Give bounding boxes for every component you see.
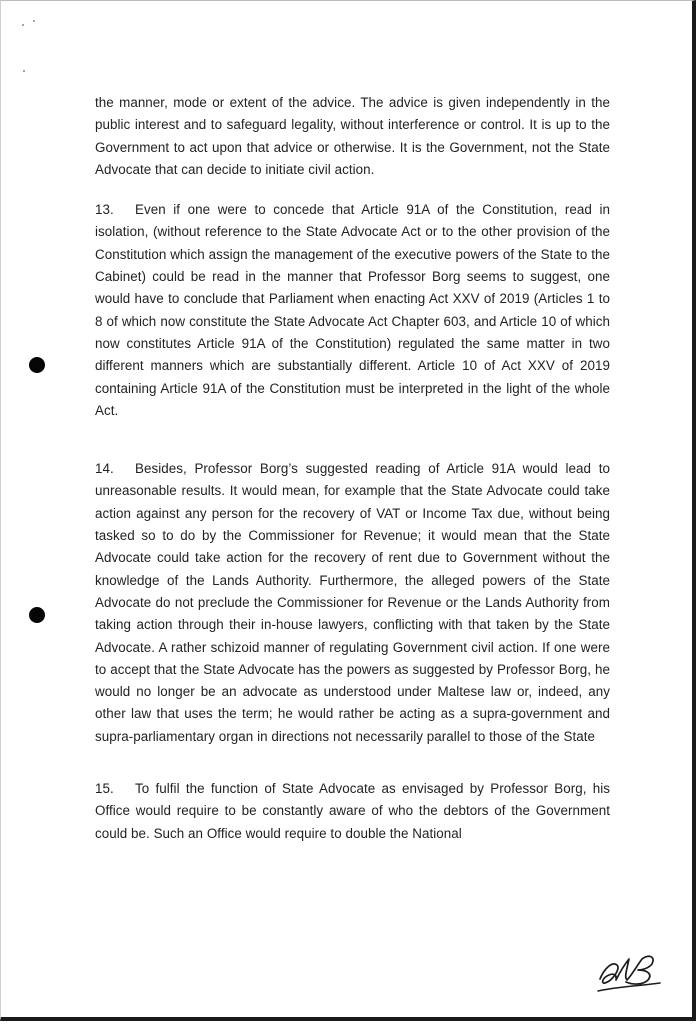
paragraph-number: 13. [95,202,114,218]
scan-speck [22,24,24,26]
handwritten-initials-signature [590,945,670,999]
paragraph-text: Even if one were to concede that Article 91A of the Constitution, read in isolation, (without reference to the State Advocate Act or to the other provision of the Constitution which assign the management of the executive powers of the State to the Cabinet) could be read in the manner that Professor Borg seems to suggest, one would have to conclude that Parliament when enacting Act XXV of 2019 (Articles 1 to 8 of which now constitute the State Advocate Act Chapter 603, and Article 10 of which now constitutes Article 91A of the Constitution) regulated the same matter in two different manners which are substantially different. Article 10 of Act XXV of 2019 containing Article 91A of the Constitution must be interpreted in the light of the whole Act. [95,202,610,418]
paragraph-number: 14. [95,461,114,477]
scan-speck [23,70,25,72]
paragraph-number: 15. [95,781,114,797]
paragraph-text: the manner, mode or extent of the advice. The advice is given independently in the public interest and to safeguard legality, without interference or control. It is up to the Government to act upon that advice or otherwise. It is the Government, not the State Advocate that can decide to initiate civil action. [95,95,610,177]
punch-hole [29,357,45,373]
paragraph-14 [95,458,610,748]
paragraph-15 [95,778,610,845]
punch-hole [29,607,45,623]
paragraph-13 [95,199,610,422]
paragraph-continuation [95,92,610,181]
document-body [95,92,610,845]
paragraph-text: Besides, Professor Borg’s suggested reading of Article 91A would lead to unreasonable results. It would mean, for example that the State Advocate could take action against any person for the recovery of VAT or Income Tax due, without being tasked so to do by the Commissioner for Revenue; it would mean that the State Advocate could take action for the recovery of rent due to Government without the knowledge of the Lands Authority. Furthermore, the alleged powers of the State Advocate do not preclude the Commissioner for Revenue or the Lands Authority from taking action through their in-house lawyers, conflicting with that taken by the State Advocate. A rather schizoid manner of regulating Government civil action. If one were to accept that the State Advocate has the powers as suggested by Professor Borg, he would no longer be an advocate as understood under Maltese law or, indeed, any other law that uses the term; he would rather be acting as a supra-government and supra-parliamentary organ in directions not necessarily parallel to those of the State [95,461,610,744]
scan-speck [33,20,35,22]
paragraph-text: To fulfil the function of State Advocate as envisaged by Professor Borg, his Office would require to be constantly aware of who the debtors of the Government could be. Such an Office would require to double the National [95,781,610,841]
